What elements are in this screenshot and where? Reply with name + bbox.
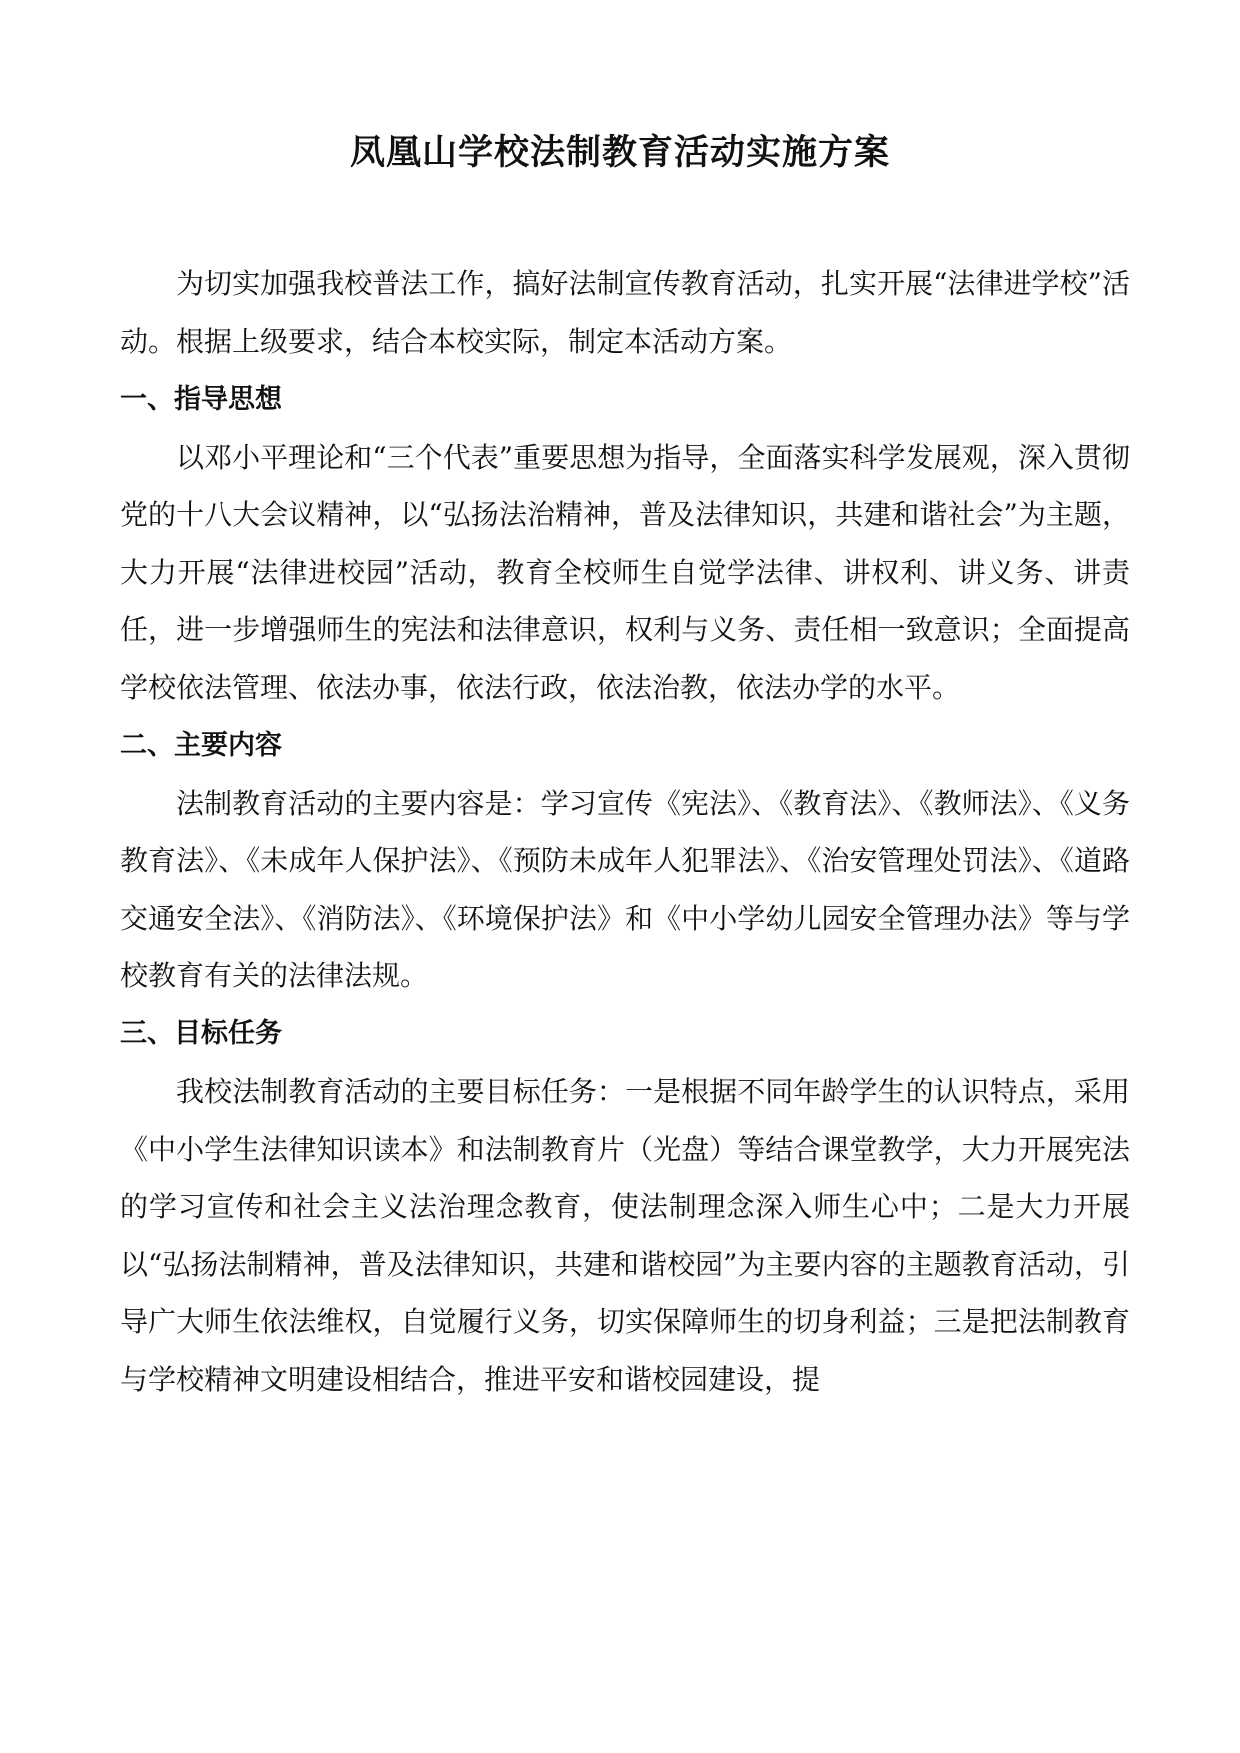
section-heading-main-content: 二、主要内容 <box>120 729 282 761</box>
section-heading-guiding-ideology: 一、指导思想 <box>120 383 282 415</box>
intro-paragraph: 为切实加强我校普法工作，搞好法制宣传教育活动，扎实开展“法律进学校”活动。根据上级要求，结合本校实际，制定本活动方案。 <box>120 267 1130 358</box>
section-text-main-content: 法制教育活动的主要内容是：学习宣传《宪法》、《教育法》、《教师法》、《义务教育法》、《未成年人保护法》、《预防未成年人犯罪法》、《治安管理处罚法》、《道路交通安全法》、《消防法》、《环境保护法》和《中小学幼儿园安全管理办法》等与学校教育有关的法律法规。 <box>120 786 1130 992</box>
section-text-goals-tasks: 我校法制教育活动的主要目标任务：一是根据不同年龄学生的认识特点，采用《中小学生法律知识读本》和法制教育片（光盘）等结合课堂教学，大力开展宪法的学习宣传和社会主义法治理念教育，使法制理念深入师生心中；二是大力开展以“弘扬法制精神，普及法律知识，共建和谐校园”为主要内容的主题教育活动，引导广大师生依法维权，自觉履行义务，切实保障师生的切身利益；三是把法制教育与学校精神文明建设相结合，推进平安和谐校园建设，提 <box>120 1075 1130 1396</box>
section-heading-goals-tasks: 三、目标任务 <box>120 1018 282 1049</box>
document-body <box>120 255 1130 1409</box>
section-text-guiding-ideology: 以邓小平理论和“三个代表”重要思想为指导，全面落实科学发展观，深入贯彻党的十八大会议精神，以“弘扬法治精神，普及法律知识，共建和谐社会”为主题，大力开展“法律进校园”活动，教育全校师生自觉学法律、讲权利、讲义务、讲责任，进一步增强师生的宪法和法律意识，权利与义务、责任相一致意识；全面提高学校依法管理、依法办事，依法行政，依法治教，依法办学的水平。 <box>120 440 1130 704</box>
document-title: 凤凰山学校法制教育活动实施方案 <box>349 133 890 173</box>
